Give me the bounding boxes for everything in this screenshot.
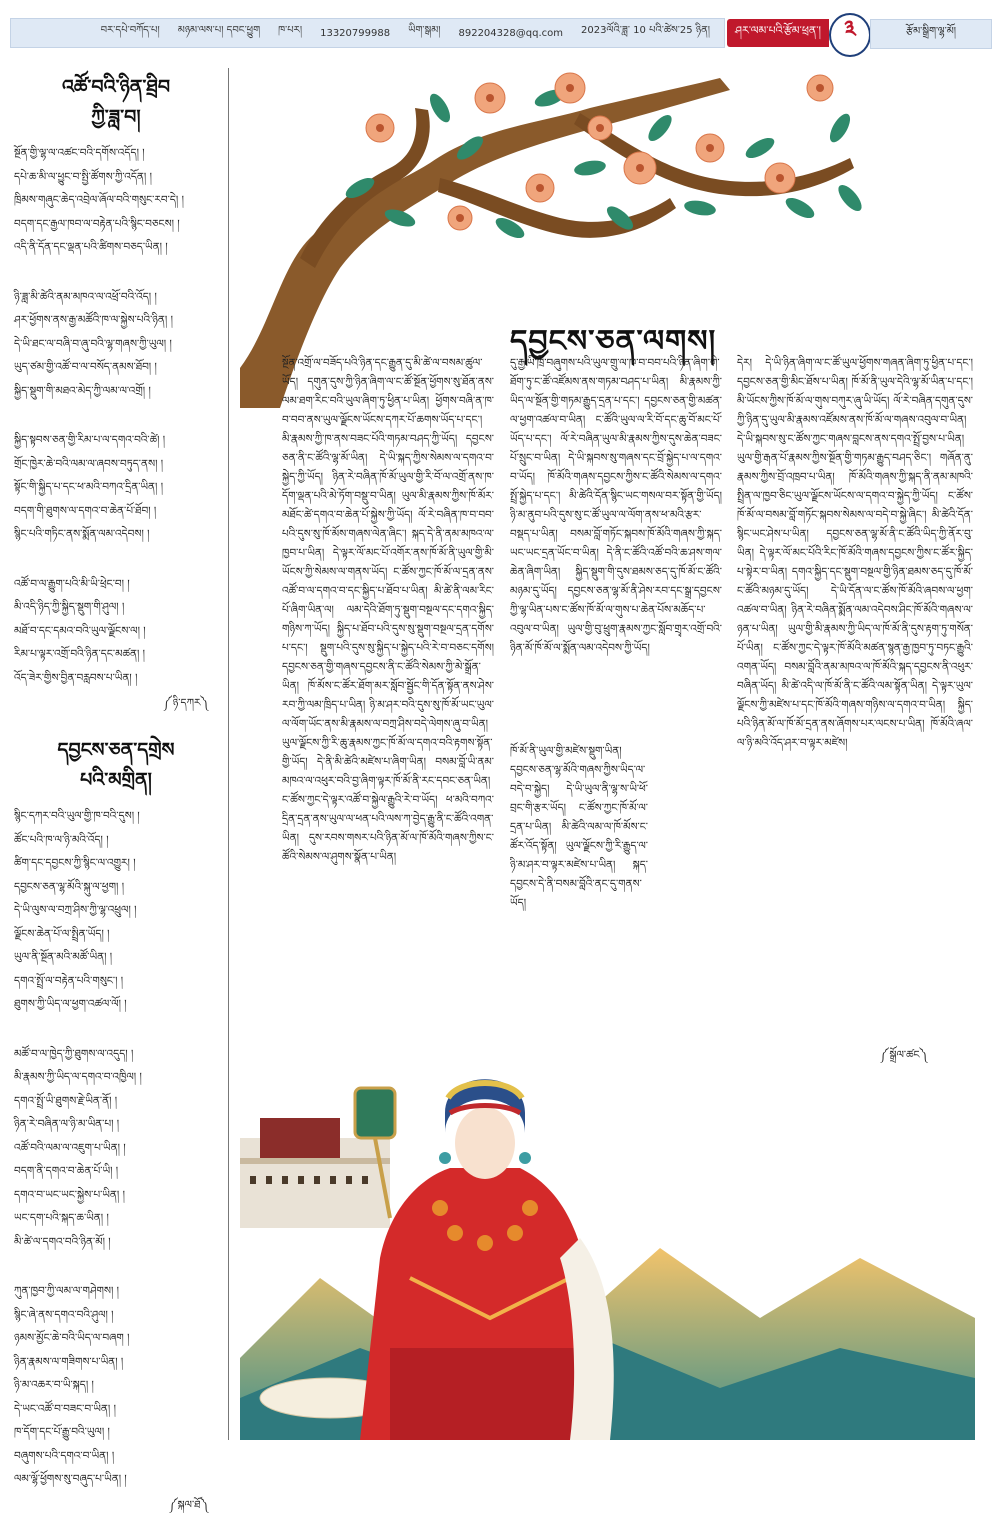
poem-line: འཚོ་བ་ལ་རྒྱུག་པའི་མི་ཡི་ཕྲེང་བ། ། bbox=[14, 577, 130, 590]
poem2-title-line2: པའི་མགྲིན། bbox=[80, 769, 152, 791]
poem-line: སྙིང་དཀར་བའི་ཡུལ་གྱི་ཁ་བའི་དུས། ། bbox=[14, 810, 140, 822]
poem-line: མི་ཚེ་ལ་དགའ་བའི་ཉིན་མོ། ། bbox=[14, 1235, 111, 1248]
poem-line: གྲོང་ཁྱེར་ཆེ་བའི་ལམ་ལ་ཞབས་བཏུད་ནས། ། bbox=[14, 457, 164, 470]
left-poem-column bbox=[10, 68, 222, 1511]
poem-line: ཁྲིམས་གཞུང་ཆེད་འབྲེལ་ཞོལ་བའི་གསུང་རབ་དེ། ། bbox=[14, 194, 184, 206]
poem-line: འཚོ་བའི་ལམ་ལ་འཇུག་པ་ཡིན། ། bbox=[14, 1141, 126, 1154]
issue-date: 2023ལོའི་ཟླ་ 10 པའི་ཚེས་25 ཉིན། bbox=[580, 25, 710, 36]
poem-line: དེ་ཡི་ལུས་ལ་བཀྲ་ཤིས་ཀྱི་ལྷ་འཕྲུལ། ། bbox=[14, 904, 137, 916]
page-number-badge: ༣ bbox=[829, 13, 871, 57]
poem2-stanza bbox=[10, 1280, 222, 1492]
poem-line: ཉིན་རེ་བཞིན་ལ་ཉི་མ་ཡིན་པ། ། bbox=[14, 1118, 120, 1130]
poem-line: དེ་ཡང་འཚོ་བ་བཟང་བ་ཡིན། ། bbox=[14, 1402, 116, 1415]
poem-line: ཡུལ་ནི་སྔོན་མའི་མཚོ་ཡིན། ། bbox=[14, 951, 113, 963]
poem1-stanza bbox=[10, 142, 222, 260]
article-column-2-lower: ཁོ་མོ་ནི་ཡུལ་གྱི་མཛེས་སྡུག་ཡིན། དབྱངས་ཅན་ལྷ་མོའི་གཞས་ཀྱིས་ཡིད་ལ་བདེ་བ་སྐྱེད། དེ་ཡི་ཡུལ་ནི་ལྷ་ས་ཡི་ཕོ་བྲང་གི་རྩར་ཡོད། ང་ཚོས་ཀྱང་ཁོ་མོ་ལ་དྲན་པ་ཡིན། མི་ཚེའི་ལམ་ལ་ཁོ་མོས་ང་ཚོར་འོད་སྟོན། ཡུལ་ལྗོངས་ཀྱི་རི་རྒྱུད་ལ་ཉི་མ་ཤར་བ་ལྟར་མཛེས་པ་ཡིན། སྐད་དབྱངས་དེ་ནི་བསམ་བློའི་ནང་དུ་གནས་ཡོད། bbox=[510, 745, 648, 909]
poem-line: བཞུགས་པའི་དགའ་བ་ཡིན། ། bbox=[14, 1449, 115, 1462]
poem-line: སྙིང་པའི་གཏིང་ནས་སྨོན་ལམ་འདེབས། ། bbox=[14, 528, 150, 540]
poem-line: ཉིན་རྣམས་ལ་གཟིགས་པ་ཡིན། ། bbox=[14, 1355, 124, 1368]
responsible-editor: བར་དཔེ་བཀོད་པ། bbox=[100, 25, 160, 36]
poem-line: སྐྱིད་སྡུག་གི་མཐའ་མེད་ཀྱི་ལམ་ལ་འགྲོ། ། bbox=[14, 384, 151, 397]
poem-line: སྟོང་གི་སྐྱིད་པ་དང་ཕ་མའི་བཀའ་དྲིན་ཡིན། ། bbox=[14, 481, 164, 493]
article-column-2: དུ་རྒྱ་ཡི་ཁྲི་བཞུགས་པའི་ཡུལ་གྲུ་ལ་ཁ་བ་བབ་པའི་ཉིན་ཞིག་གི་ཐོག་ཏུ་ང་ཚོ་འཛོམས་ནས་གཏམ་བཤད་པ་ཡིན། མི་རྣམས་ཀྱི་ཡིད་ལ་སྔོན་གྱི་གཏམ་རྒྱུད་དྲན་པ་དང་། དབྱངས་ཅན་གྱི་མཚན་ལ་ཕྱག་འཚལ་བ་ཡིན། ང་ཚོའི་ཡུལ་ལ་རི་བོ་དང་ཆུ་བོ་མང་པོ་ཡོད་པ་དང་། ལོ་རེ་བཞིན་ཡུལ་མི་རྣམས་ཀྱིས་དུས་ཆེན་བཟང་པོ་སྲུང་བ་ཡིན། དེ་ཡི་སྐབས་སུ་གཞས་དང་བྲོ་སྐྱེད་པ་ལ་དགའ་བ་ཡོད། ཁོ་མོའི་གཞས་དབྱངས་ཀྱིས་ང་ཚོའི་སེམས་ལ་དགའ་སྤྲོ་སྐྱེད་པ་དང་། མི་ཚེའི་དོན་སྙིང་ཡང་གསལ་བར་སྟོན་གྱི་ཡོད། ཉི་མ་ནུབ་པའི་དུས་སུ་ང་ཚོ་ཡུལ་ལ་ལོག་ནས་ཕ་མའི་རྩར་བསྡད་པ་ཡིན། བསམ་བློ་གཏོང་སྐབས་ཁོ་མོའི་གཞས་ཀྱི་སྐད་ཡང་ཡང་དྲན་ཡོང་བ་ཡིན། དེ་ནི་ང་ཚོའི་འཚོ་བའི་ཆ་ཤས་གལ་ཆེན་ཞིག་ཡིན། སྐྱིད་སྡུག་གི་དུས་ཐམས་ཅད་དུ་ཁོ་མོ་ང་ཚོའི་མཉམ་དུ་ཡོད། དབྱངས་ཅན་ལྷ་མོ་ནི་ཤེས་རབ་དང་སྒྲ་དབྱངས་ཀྱི་ལྷ་ཡིན་པས་ང་ཚོས་ཁོ་མོ་ལ་གུས་པ་ཆེན་པོས་མཆོད་པ་འབུལ་བ་ཡིན། ཡུལ་གྱི་བུ་ཕྲུག་རྣམས་ཀྱང་སློབ་གྲྭར་འགྲོ་བའི་ཉིན་མོ་ཁོ་མོ་ལ་སྨོན་ལམ་འདེབས་ཀྱི་ཡོད། bbox=[510, 357, 722, 654]
page-header bbox=[10, 18, 990, 48]
tibetan-girl-illustration bbox=[240, 1058, 975, 1440]
section-banner: ཤར་ལམ་པའི་རྩོམ་ཕྲན་། bbox=[727, 19, 829, 47]
poem-line: ལམ་ལྷོ་ཕྱོགས་སུ་བཞུད་པ་ཡིན། ། bbox=[14, 1473, 127, 1485]
article-column-1: སྔོན་འགྲོ་ལ་བཟོད་པའི་ཉིན་དང་རྒྱུན་དུ་མི་ཚེ་ལ་བསམ་ཚུལ་ཡོད། དགུན་དུས་ཀྱི་ཉིན་ཞིག་ལ་ང་ཚོ་སྔོན་ཕྱོགས་སུ་ཐོན་ནས་ལམ་ཐག་རིང་བའི་ཡུལ་ཞིག་ཏུ་ཕྱིན་པ་ཡིན། ཕྱོགས་བཞི་ན་ཁ་བ་བབ་ནས་ཡུལ་ལྗོངས་ཡོངས་དཀར་པོ་ཆགས་ཡོད་པ་དང་། མི་རྣམས་ཀྱི་ཁ་ནས་བཟང་པོའི་གཏམ་བཤད་ཀྱི་ཡོད། དབྱངས་ཅན་ནི་ང་ཚོའི་ལྷ་མོ་ཡིན། དེ་ཡི་སྐད་ཀྱིས་སེམས་ལ་དགའ་བ་སྐྱེད་ཀྱི་ཡོད། ཉིན་རེ་བཞིན་ཁོ་མོ་ཡུལ་གྱི་རི་བོ་ལ་འགྲོ་ནས་ཁ་དོག་ལྡན་པའི་མེ་ཏོག་བསྡུ་བ་ཡིན། ཡུལ་མི་རྣམས་ཀྱིས་ཁོ་མོར་མཐོང་ཚེ་དགའ་བ་ཆེན་པོ་སྐྱེས་ཀྱི་ཡོད། ལོ་རེ་བཞིན་ཁ་བ་བབ་པའི་དུས་སུ་ཁོ་མོས་གཞས་ལེན་ཞིང་། སྐད་དེ་ནི་ནམ་མཁའ་ལ་ཁྱབ་པ་ཡིན། དེ་ལྟར་ལོ་མང་པོ་འགོར་ནས་ཁོ་མོ་ནི་ཡུལ་གྱི་མི་ཡོངས་ཀྱི་སེམས་ལ་གནས་ཡོད། ང་ཚོས་ཀྱང་ཁོ་མོ་ལ་དྲན་ནས་འཚོ་བ་ལ་དགའ་བ་དང་སྐྱིད་པ་ཐོབ་པ་ཡིན། མི་ཚེ་ནི་ལམ་རིང་པོ་ཞིག་ཡིན་ལ། ལམ་དེའི་ཐོག་ཏུ་སྡུག་བསྔལ་དང་དགའ་སྐྱིད་གཉིས་ཀ་ཡོད། སྐྱིད་པ་ཐོབ་པའི་དུས་སུ་སྡུག་བསྔལ་དྲན་དགོས་པ་དང་། སྡུག་པའི་དུས་སུ་སྐྱིད་པ་སྐྱེད་པའི་རེ་བ་བཅང་དགོས། དབྱངས་ཅན་གྱི་གཞས་དབྱངས་ནི་ང་ཚོའི་སེམས་ཀྱི་མེ་སྒྲོན་ཡིན། ཁོ་མོས་ང་ཚོར་ཐོག་མར་སློབ་སྦྱོང་གི་དོན་སྟོན་ནས་ཤེས་རབ་ཀྱི་ལམ་ཁྲིད་པ་ཡིན། ཉི་མ་ཤར་བའི་དུས་སུ་ཁོ་མོ་ཡང་ཡུལ་ལ་ལོག་ཡོང་ནས་མི་རྣམས་ལ་བཀྲ་ཤིས་བདེ་ལེགས་ཞུ་བ་ཡིན། ཡུལ་ལྗོངས་ཀྱི་རི་ཆུ་རྣམས་ཀྱང་ཁོ་མོ་ལ་དགའ་བའི་རྟགས་སྟོན་གྱི་ཡོད། དེ་ནི་མི་ཚེའི་མཛེས་པ་ཞིག་ཡིན། བསམ་བློ་ཡི་ནམ་མཁའ་ལ་འཕུར་བའི་བྱ་ཞིག་ལྟར་ཁོ་མོ་ནི་རང་དབང་ཅན་ཡིན། ང་ཚོས་ཀྱང་དེ་ལྟར་འཚོ་བ་སྐྱེལ་རྒྱུའི་རེ་བ་ཡོད། ཕ་མའི་བཀའ་དྲིན་དྲན་ནས་ཡུལ་ལ་ཕན་པའི་ལས་ཀ་བྱེད་རྒྱུ་ནི་ང་ཚོའི་འགན་ཡིན། དུས་རབས་གསར་པའི་ཉིན་མོ་ལ་ཁོ་མོའི་གཞས་ཀྱིས་ང་ཚོའི་སེམས་ལ་ཤུགས་སྣོན་པ་ཡིན། bbox=[282, 357, 494, 863]
poem-line: དེ་ཡི་ཐང་ལ་བཞི་བ་ཞུ་བའི་ལྷ་གཞས་ཀྱི་ཡུལ། ། bbox=[14, 337, 172, 350]
poem-line: དབྱངས་ཅན་ལྷ་མོའི་སྐུ་ལ་ཕྱག། ། bbox=[14, 880, 125, 893]
poem-line: ཤར་ཕྱོགས་ནས་རྒྱ་མཚོའི་ཁ་ལ་སྐྱེས་པའི་ཉིན། ། bbox=[14, 314, 173, 326]
poem-line: དགའ་སྤྲོ་ཡི་ཐུགས་རྗེ་ཡིན་ནོ། ། bbox=[14, 1094, 118, 1107]
poem1-stanza bbox=[10, 286, 222, 404]
poem-line: དཔེ་ཆ་མི་ལ་ཕྱུང་བ་སྤྱི་ཚོགས་ཀྱི་འདོན། ། bbox=[14, 170, 152, 183]
poem1-stanza bbox=[10, 429, 222, 547]
poem2-title-line1: དབྱངས་ཅན་དགྲེས bbox=[57, 739, 175, 761]
poem2-title bbox=[10, 735, 222, 795]
poem-line: ཉི་མ་འཆར་བ་ཡི་སྐད། ། bbox=[14, 1379, 94, 1391]
poem-line: ཉི་ཟླ་མི་ཚེའི་ནམ་མཁའ་ལ་འཕྲོ་བའི་འོད། ། bbox=[14, 290, 157, 303]
poem-line: ཉམས་མྱོང་ཆེ་བའི་ཡིད་ལ་བཞག ། bbox=[14, 1332, 130, 1344]
phone-number: 13320799988 bbox=[320, 27, 391, 39]
poem-line: སྙིང་ཞེ་ནས་དགའ་བའི་ཤུལ། ། bbox=[14, 1308, 114, 1321]
chief-editor: མཉམ་ལས་པ། དབང་ཕྱུག bbox=[177, 25, 261, 36]
poem-line: རིམ་པ་ལྟར་འགྲོ་བའི་ཉིན་དང་མཚན། ། bbox=[14, 648, 145, 660]
poem2-stanza bbox=[10, 805, 222, 1017]
main-article bbox=[240, 68, 975, 1440]
poem-line: མི་རྣམས་ཀྱི་ཡིད་ལ་དགའ་བ་འཁྱིལ། ། bbox=[14, 1071, 142, 1083]
poem1-stanza bbox=[10, 573, 222, 691]
article-title: དབྱངས་ཅན་ལགས། bbox=[510, 324, 717, 359]
poem-line: ལྗོངས་ཆེན་པོ་ལ་སྤྲིན་ཡོད། ། bbox=[14, 927, 110, 940]
poem2-stanza bbox=[10, 1043, 222, 1255]
poem-line: སྔོན་གྱི་ལྷ་ལ་འཚང་བའི་དགོས་འདོད། ། bbox=[14, 147, 145, 159]
email-label: ཡིག་སྒམ། bbox=[408, 25, 441, 36]
phone-label: ཁ་པར། bbox=[278, 25, 303, 36]
poem-line: ཁ་དོག་དང་པོ་རྒྱུ་བའི་ཡུལ། ། bbox=[14, 1426, 110, 1438]
poem-line: དགའ་བ་ཡང་ཡང་སྐྱེས་པ་ཡིན། ། bbox=[14, 1188, 125, 1201]
poem-line: ཚིག་དང་དབྱངས་ཀྱི་སྙིང་ལ་འགྱུར། ། bbox=[14, 857, 136, 869]
editor-box: རྩོམ་སྒྲིག་ལྷ་མོ། bbox=[870, 19, 992, 49]
poem2-author: ༼སྐལ་ཐོ༽ bbox=[169, 1498, 208, 1511]
poem-line: ཡང་དག་པའི་སྐད་ཆ་ཡིན། ། bbox=[14, 1212, 109, 1224]
poem-line: ཡུད་ཙམ་གྱི་འཚོ་བ་ལ་བསོད་ནམས་ཐོབ། ། bbox=[14, 361, 157, 373]
poem1-title bbox=[10, 72, 222, 132]
email-address: 892204328@qq.com bbox=[458, 27, 563, 39]
poem-line: འོད་ཟེར་གྱིས་བྱིན་བརླབས་པ་ཡིན། ། bbox=[14, 671, 138, 684]
poem-line: ཀུན་ཁྱབ་ཀྱི་ལམ་ལ་གཤེགས། ། bbox=[14, 1285, 119, 1297]
poem1-author: ༼ཉི་དཀར༽ bbox=[163, 697, 208, 709]
poem-line: སྐྱིད་སྟབས་ཅན་གྱི་རིམ་པ་ལ་དགའ་བའི་ཚེ། ། bbox=[14, 434, 166, 446]
poem-line: བདག་དང་རྒྱལ་ཁབ་ལ་བརྟེན་པའི་སྙིང་བཅངས། ། bbox=[14, 217, 180, 230]
poem-line: ཐུགས་ཀྱི་ཡིད་ལ་ཕྱག་འཚལ་ལོ། ། bbox=[14, 998, 127, 1010]
poem-line: བདག་ནི་དགའ་བ་ཆེན་པོ་ཡི། ། bbox=[14, 1165, 119, 1177]
poem-line: འདི་ནི་དོན་དང་ལྡན་པའི་ཚིགས་བཅད་ཡིན། ། bbox=[14, 241, 168, 253]
poem-line: མཚོ་བ་ལ་ཁྱེད་ཀྱི་ཐུགས་ལ་འདུད། ། bbox=[14, 1047, 134, 1060]
column-divider bbox=[228, 68, 229, 1440]
article-author: ༼སྒྲོལ་ཚང༽ bbox=[880, 1049, 928, 1061]
poem1-title-line1: འཚོ་བའི་ཉིན་ཐྲིབ bbox=[61, 76, 171, 98]
poem-line: བདག་གི་ཐུགས་ལ་དགའ་བ་ཆེན་པོ་ཐོབ། ། bbox=[14, 504, 157, 517]
poem-line: མཐོ་བ་དང་དམའ་བའི་ཡུལ་ལྗོངས་ལ། ། bbox=[14, 624, 146, 637]
header-info-bar bbox=[10, 18, 725, 48]
poem-line: ཚོང་པའི་ཁ་ལ་ཉི་མའི་འོད། ། bbox=[14, 833, 109, 846]
poem-line: མི་འདི་ཉིད་ཀྱི་སྐྱིད་སྡུག་གི་ཤུལ། ། bbox=[14, 601, 125, 613]
poem-line: དགའ་སྤྲོ་ལ་བརྟེན་པའི་གསུང་། ། bbox=[14, 974, 124, 987]
article-column-3: དེར། དེ་ཡི་ཉིན་ཞིག་ལ་ང་ཚོ་ཡུལ་ཕྱོགས་གཞན་ཞིག་ཏུ་ཕྱིན་པ་དང་། དབྱངས་ཅན་གྱི་མིང་ཐོས་པ་ཡིན། ཁོ་མོ་ནི་ཡུལ་དེའི་ལྷ་མོ་ཡིན་པ་དང་། མི་ཡོངས་ཀྱིས་ཁོ་མོ་ལ་གུས་བཀུར་ཞུ་ཡི་ཡོད། ལོ་རེ་བཞིན་དགུན་དུས་ཀྱི་ཉིན་དུ་ཡུལ་མི་རྣམས་འཛོམས་ནས་ཁོ་མོ་ལ་གཞས་འབུལ་བ་ཡིན། དེ་ཡི་སྐབས་སུ་ང་ཚོས་ཀྱང་གཞས་བླངས་ནས་དགའ་སྤྲོ་བྱས་པ་ཡིན། ཡུལ་གྱི་རྒན་པོ་རྣམས་ཀྱིས་སྔོན་གྱི་གཏམ་རྒྱུད་བཤད་ཅིང་། གཞོན་ནུ་རྣམས་ཀྱིས་བྲོ་འཁྲབ་པ་ཡིན། ཁོ་མོའི་གཞས་ཀྱི་སྐད་ནི་ནམ་མཁའི་སྤྲིན་ལ་ཁྱབ་ཅིང་ཡུལ་ལྗོངས་ཡོངས་ལ་དགའ་བ་སྐྱེད་ཀྱི་ཡོད། ང་ཚོས་ཁོ་མོ་ལ་བསམ་བློ་གཏོང་སྐབས་སེམས་ལ་བདེ་བ་སྐྱེ་ཞིང་། མི་ཚེའི་དོན་སྙིང་ཡང་ཤེས་པ་ཡིན། དབྱངས་ཅན་ལྷ་མོ་ནི་ང་ཚོའི་ཡིད་ཀྱི་ནོར་བུ་ཡིན། དེ་ལྟར་ལོ་མང་པོའི་རིང་ཁོ་མོའི་གཞས་དབྱངས་ཀྱིས་ང་ཚོར་སྐྱིད་པ་སྟེར་བ་ཡིན། དགའ་སྐྱིད་དང་སྡུག་བསྔལ་གྱི་ཉིན་ཐམས་ཅད་དུ་ཁོ་མོ་ང་ཚོའི་མཉམ་དུ་ཡོད། དེ་ཡི་དོན་ལ་ང་ཚོས་ཁོ་མོའི་ཞབས་ལ་ཕྱག་འཚལ་བ་ཡིན། ཉིན་རེ་བཞིན་སྨོན་ལམ་འདེབས་ཤིང་ཁོ་མོའི་གཞས་ལ་ཉན་པ་ཡིན། ཡུལ་གྱི་མི་རྣམས་ཀྱི་ཡིད་ལ་ཁོ་མོ་ནི་དུས་རྟག་ཏུ་གསོན་པོ་ཡིན། ང་ཚོས་ཀྱང་དེ་ལྟར་ཁོ་མོའི་མཚན་སྙན་རྒྱ་ཁྱབ་ཏུ་བཏང་རྒྱུའི་འགན་ཡོད། བསམ་བློའི་ནམ་མཁའ་ལ་ཁོ་མོའི་སྐད་དབྱངས་ནི་འཕུར་བཞིན་ཡོད། མི་ཚེ་འདི་ལ་ཁོ་མོ་ནི་ང་ཚོའི་ལམ་སྟོན་ཡིན། དེ་ལྟར་ཡུལ་ལྗོངས་ཀྱི་མཛེས་པ་དང་ཁོ་མོའི་གཞས་གཉིས་ལ་དགའ་བ་ཡིན། སྐྱིད་པའི་ཉིན་མོ་ལ་ཁོ་མོ་དྲན་ནས་ཞོགས་པར་ལངས་པ་ཡིན། ཁོ་མོའི་ཞལ་ལ་ཉི་མའི་འོད་ཤར་བ་ལྟར་མཛེས། bbox=[737, 357, 973, 749]
poem1-title-line2: ཀྱི་ཟླ་བ། bbox=[91, 106, 141, 128]
